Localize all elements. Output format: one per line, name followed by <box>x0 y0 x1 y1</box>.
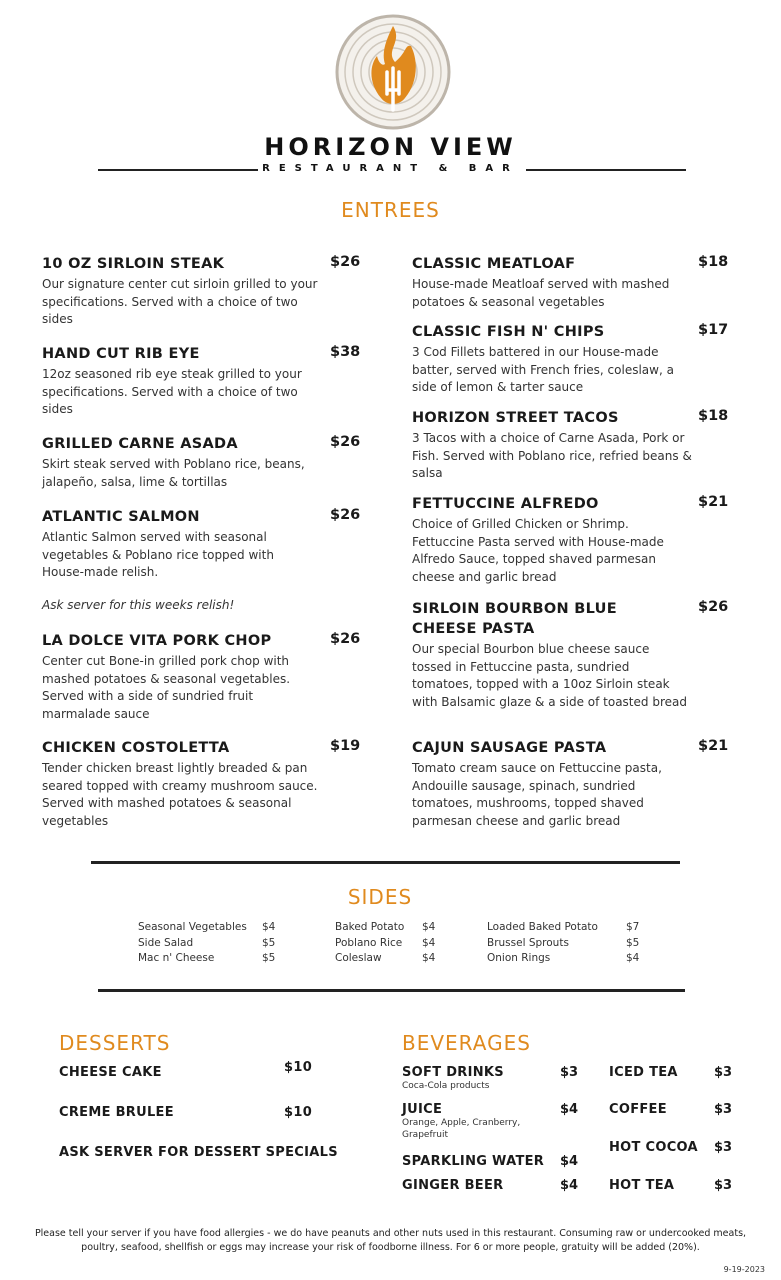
entree-desc: 3 Tacos with a choice of Carne Asada, Pork or Fish. Served with Poblano rice, refried beans & salsa <box>412 431 692 480</box>
side-item <box>335 936 445 952</box>
entree-desc: Center cut Bone-in grilled pork chop with mashed potatoes & seasonal vegetables. Served with a side of sundried fruit marmalade sauce <box>42 654 291 721</box>
entree-price: $18 <box>698 408 729 424</box>
entrees-title: ENTREES <box>341 198 440 222</box>
entree-item <box>412 322 732 397</box>
beverage-name: COFFEE <box>609 1102 667 1117</box>
restaurant-subtitle: RESTAURANT & BAR <box>262 163 519 174</box>
entree-item <box>412 738 732 830</box>
beverage-price: $3 <box>714 1102 733 1117</box>
entree-price: $26 <box>698 599 729 615</box>
sides-divider <box>98 989 685 992</box>
entree-price: $26 <box>330 434 361 450</box>
side-name: Coleslaw <box>335 952 382 964</box>
side-item <box>487 936 647 952</box>
entree-desc: Atlantic Salmon served with seasonal vegetables & Poblano rice topped with House-made relish. <box>42 530 274 579</box>
entree-price: $18 <box>698 254 729 270</box>
beverage-item <box>402 1065 582 1092</box>
entree-item <box>412 254 732 311</box>
entree-item <box>42 344 362 419</box>
allergy-notice: Please tell your server if you have food allergies - we do have peanuts and other nuts used in this restaurant. Consuming raw or undercooked meats, poultry, seafood, shellfish or eggs may increase your risk of foodborne illness. For 6 or more people, gratuity will be added (20%). <box>34 1228 747 1253</box>
dessert-specials-note: ASK SERVER FOR DESSERT SPECIALS <box>59 1145 338 1160</box>
beverage-price: $4 <box>560 1154 579 1169</box>
entree-price: $38 <box>330 344 361 360</box>
menu-date: 9-19-2023 <box>723 1265 765 1274</box>
entree-name: ATLANTIC SALMON <box>42 509 200 525</box>
beverage-name: JUICE <box>402 1102 443 1117</box>
entree-name: SIRLOIN BOURBON BLUE CHEESE PASTA <box>412 601 617 637</box>
side-name: Side Salad <box>138 936 194 949</box>
entree-desc: Our signature center cut sirloin grilled to your specifications. Served with a choice of two sides <box>42 277 318 326</box>
beverage-name: ICED TEA <box>609 1065 678 1080</box>
beverage-price: $3 <box>714 1065 733 1080</box>
side-item <box>138 936 283 952</box>
entree-name: CLASSIC FISH N' CHIPS <box>412 324 605 340</box>
side-price: $7 <box>626 921 640 933</box>
relish-note: Ask server for this weeks relish! <box>42 598 235 612</box>
side-price: $4 <box>262 921 276 933</box>
entree-item <box>412 599 732 711</box>
side-item <box>487 920 647 936</box>
dessert-price: $10 <box>284 1060 313 1075</box>
entree-name: CHICKEN COSTOLETTA <box>42 740 230 756</box>
side-price: $5 <box>262 952 276 964</box>
side-name: Baked Potato <box>335 921 405 933</box>
restaurant-name: HORIZON VIEW <box>264 133 517 161</box>
entree-item <box>412 494 732 586</box>
entree-item <box>42 434 362 491</box>
beverage-name: SOFT DRINKS <box>402 1065 504 1080</box>
entree-desc: Skirt steak served with Poblano rice, beans, jalapeño, salsa, lime & tortillas <box>42 457 305 489</box>
entree-desc: Choice of Grilled Chicken or Shrimp. Fettuccine Pasta served with House-made Alfredo Sauce, topped shaved parmesan cheese and garlic bread <box>412 517 664 584</box>
entree-name: HORIZON STREET TACOS <box>412 410 619 426</box>
beverage-price: $3 <box>560 1065 579 1080</box>
side-price: $5 <box>626 936 640 949</box>
entree-desc: Tender chicken breast lightly breaded & pan seared topped with creamy mushroom sauce. Served with mashed potatoes & seasonal vegetables <box>42 761 318 828</box>
beverage-name: HOT COCOA <box>609 1140 698 1155</box>
sides-column <box>138 920 283 967</box>
side-price: $4 <box>422 936 436 949</box>
beverage-price: $4 <box>560 1102 579 1117</box>
side-name: Mac n' Cheese <box>138 952 215 964</box>
entree-desc: Our special Bourbon blue cheese sauce tossed in Fettuccine pasta, sundried tomatoes, topped with a 10oz Sirloin steak with Balsamic glaze & a side of toasted bread <box>412 642 687 709</box>
entree-price: $21 <box>698 738 729 754</box>
side-price: $5 <box>262 936 276 949</box>
entree-item <box>412 408 732 483</box>
dessert-name: CREME BRULEE <box>59 1105 174 1120</box>
side-name: Onion Rings <box>487 952 551 964</box>
sides-column <box>335 920 445 967</box>
beverage-item <box>402 1154 582 1169</box>
side-item <box>335 920 445 936</box>
beverage-item <box>402 1102 582 1141</box>
entree-desc: 3 Cod Fillets battered in our House-made batter, served with French fries, coleslaw, a side of lemon & tarter sauce <box>412 345 674 394</box>
beverage-price: $4 <box>560 1178 579 1193</box>
side-price: $4 <box>422 952 436 964</box>
beverage-name: HOT TEA <box>609 1178 675 1193</box>
beverage-name: GINGER BEER <box>402 1178 504 1193</box>
entree-price: $26 <box>330 631 361 647</box>
entree-item <box>42 631 362 723</box>
entree-name: 10 OZ SIRLOIN STEAK <box>42 256 225 272</box>
sides-title: SIDES <box>347 885 413 909</box>
beverage-detail: Orange, Apple, Cranberry, Grapefruit <box>402 1118 521 1140</box>
side-item <box>335 951 445 967</box>
beverage-price: $3 <box>714 1140 733 1155</box>
entree-price: $21 <box>698 494 729 510</box>
side-price: $4 <box>626 952 640 964</box>
beverages-title: BEVERAGES <box>402 1031 531 1055</box>
beverage-name: SPARKLING WATER <box>402 1154 545 1169</box>
entree-item <box>42 254 362 329</box>
entree-name: CLASSIC MEATLOAF <box>412 256 576 272</box>
entree-name: LA DOLCE VITA PORK CHOP <box>42 633 272 649</box>
entree-price: $17 <box>698 322 729 338</box>
entree-desc: 12oz seasoned rib eye steak grilled to your specifications. Served with a choice of two sides <box>42 367 302 416</box>
entree-price: $19 <box>330 738 361 754</box>
entree-name: CAJUN SAUSAGE PASTA <box>412 740 607 756</box>
restaurant-logo <box>333 12 453 132</box>
sides-column <box>487 920 647 967</box>
entrees-divider <box>91 861 680 864</box>
entree-name: HAND CUT RIB EYE <box>42 346 200 362</box>
side-name: Seasonal Vegetables <box>138 921 247 933</box>
desserts-title: DESSERTS <box>59 1031 171 1055</box>
side-item <box>138 920 283 936</box>
dessert-name: CHEESE CAKE <box>59 1065 162 1080</box>
side-name: Poblano Rice <box>335 936 403 949</box>
side-item <box>138 951 283 967</box>
beverage-price: $3 <box>714 1178 733 1193</box>
entree-item <box>42 507 362 582</box>
entree-desc: House-made Meatloaf served with mashed potatoes & seasonal vegetables <box>412 277 670 309</box>
entree-price: $26 <box>330 254 361 270</box>
side-item <box>487 951 647 967</box>
entree-name: FETTUCCINE ALFREDO <box>412 496 599 512</box>
entree-item <box>42 738 362 830</box>
entree-desc: Tomato cream sauce on Fettuccine pasta, Andouille sausage, spinach, sundried tomatoes, mushrooms, topped shaved parmesan cheese and garlic bread <box>412 761 662 828</box>
dessert-price: $10 <box>284 1105 313 1120</box>
entree-price: $26 <box>330 507 361 523</box>
side-name: Loaded Baked Potato <box>487 921 598 933</box>
side-price: $4 <box>422 921 436 933</box>
side-name: Brussel Sprouts <box>487 936 569 949</box>
beverage-item <box>402 1178 582 1193</box>
entree-name: GRILLED CARNE ASADA <box>42 436 238 452</box>
beverage-detail: Coca-Cola products <box>402 1081 490 1091</box>
